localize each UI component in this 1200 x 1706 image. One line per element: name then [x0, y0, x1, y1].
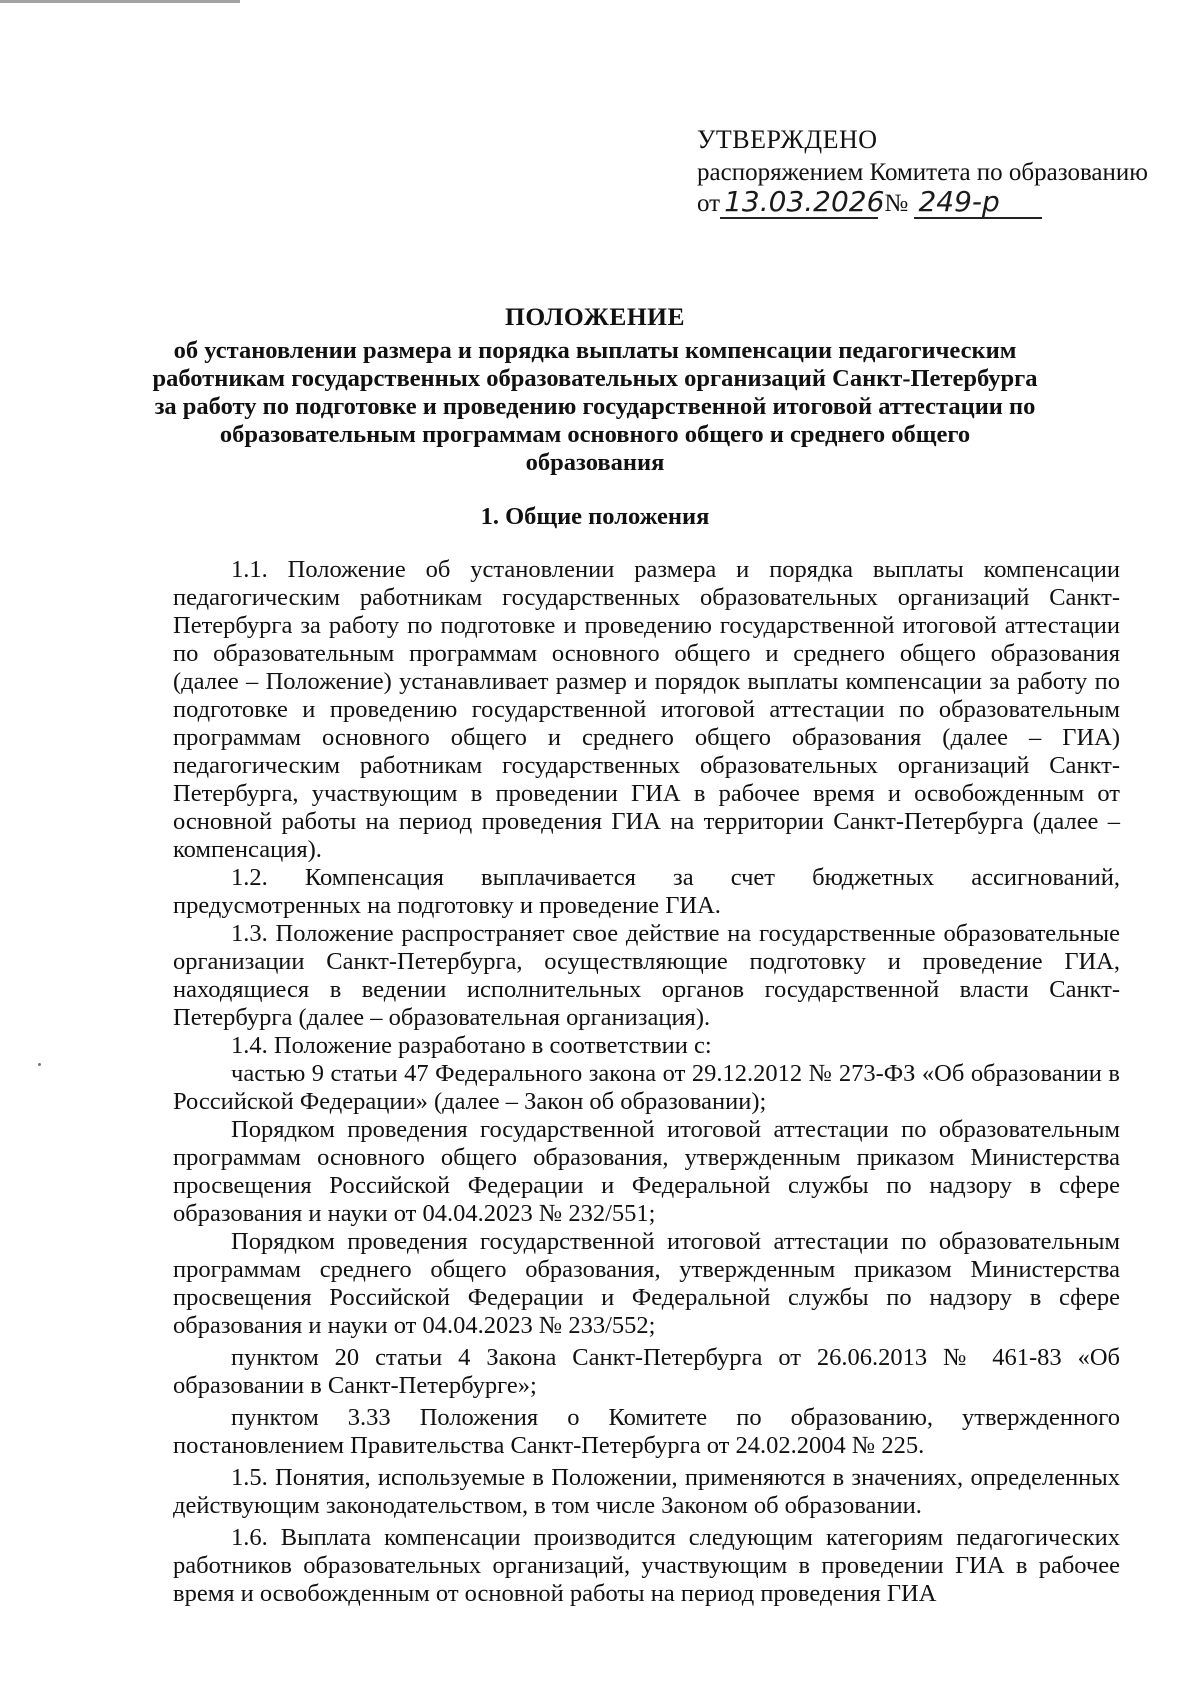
approved-label: УТВЕРЖДЕНО: [697, 125, 878, 154]
number-prefix: №: [884, 190, 909, 217]
approval-block: [697, 123, 1167, 220]
document-title: ПОЛОЖЕНИЕ: [505, 302, 685, 331]
document-body: [173, 556, 1120, 1608]
paragraph-order-233: Порядком проведения государственной итоговой аттестации по образовательным программам среднего общего образования, утвержденным приказом Министерства просвещения Российской Федерации и Федеральной службы по надзору в сфере образования и науки от 04.04.2023 № 233/552;: [173, 1228, 1120, 1339]
handwritten-number: 249-р: [914, 187, 1042, 219]
paragraph-1-1: 1.1. Положение об установлении размера и порядка выплаты компенсации педагогическим работникам государственных образовательных организаций Санкт-Петербурга за работу по подготовке и проведению государственной итоговой аттестации по образовательным программам основного общего и среднего общего образования (далее – Положение) устанавливает размер и порядок выплаты компенсации за работу по подготовке и проведению государственной итоговой аттестации по образовательным программам основного общего и среднего общего образования (далее – ГИА) педагогическим работникам государственных образовательных организаций Санкт-Петербурга, участвующим в проведении ГИА в рабочее время и освобожденным от основной работы на период проведения ГИА на территории Санкт-Петербурга (далее – компенсация).: [173, 556, 1120, 863]
paragraph-1-4: 1.4. Положение разработано в соответствии с:: [231, 1032, 712, 1059]
paragraph-regulation-225: пунктом 3.33 Положения о Комитете по образованию, утвержденного постановлением Правительства Санкт-Петербурга от 24.02.2004 № 225.: [173, 1404, 1120, 1459]
paragraph-1-3: 1.3. Положение распространяет свое действие на государственные образовательные организации Санкт-Петербурга, осуществляющие подготовку и проведение ГИА, находящиеся в ведении исполнительных органов государственной власти Санкт-Петербурга (далее – образовательная организация).: [173, 920, 1120, 1031]
scan-speck: [38, 1063, 41, 1066]
section-title: 1. Общие положения: [480, 503, 710, 530]
paragraph-1-5: 1.5. Понятия, используемые в Положении, применяются в значениях, определенных действующим законодательством, в том числе Законом об образовании.: [173, 1464, 1120, 1519]
paragraph-order-232: Порядком проведения государственной итоговой аттестации по образовательным программам основного общего образования, утвержденным приказом Министерства просвещения Российской Федерации и Федеральной службы по надзору в сфере образования и науки от 04.04.2023 № 232/551;: [173, 1116, 1120, 1227]
handwritten-date: 13.03.2026: [720, 187, 878, 219]
paragraph-spb-law: пунктом 20 статьи 4 Закона Санкт-Петербурга от 26.06.2013 № 461-83 «Об образовании в Санкт-Петербурге»;: [173, 1344, 1120, 1399]
scan-edge-mark: [0, 0, 240, 3]
document-heading: [150, 303, 1040, 477]
order-by-line: распоряжением Комитета по образованию: [697, 159, 1148, 186]
document-subtitle: об установлении размера и порядка выплаты компенсации педагогическим работникам государственных образовательных организаций Санкт-Петербурга за работу по подготовке и проведению государственной итоговой аттестации по образовательным программам основного общего и среднего общего образования: [152, 337, 1038, 476]
date-prefix: от: [697, 190, 721, 217]
order-date-number-line: [697, 187, 1167, 220]
paragraph-law-273: частью 9 статьи 47 Федерального закона от 29.12.2012 № 273-ФЗ «Об образовании в Российской Федерации» (далее – Закон об образовании);: [173, 1060, 1120, 1115]
paragraph-1-6: 1.6. Выплата компенсации производится следующим категориям педагогических работников образовательных организаций, участвующим в проведении ГИА в рабочее время и освобожденным от основной работы на период проведения ГИА: [173, 1524, 1120, 1607]
paragraph-1-2: 1.2. Компенсация выплачивается за счет бюджетных ассигнований, предусмотренных на подготовку и проведение ГИА.: [173, 864, 1120, 919]
